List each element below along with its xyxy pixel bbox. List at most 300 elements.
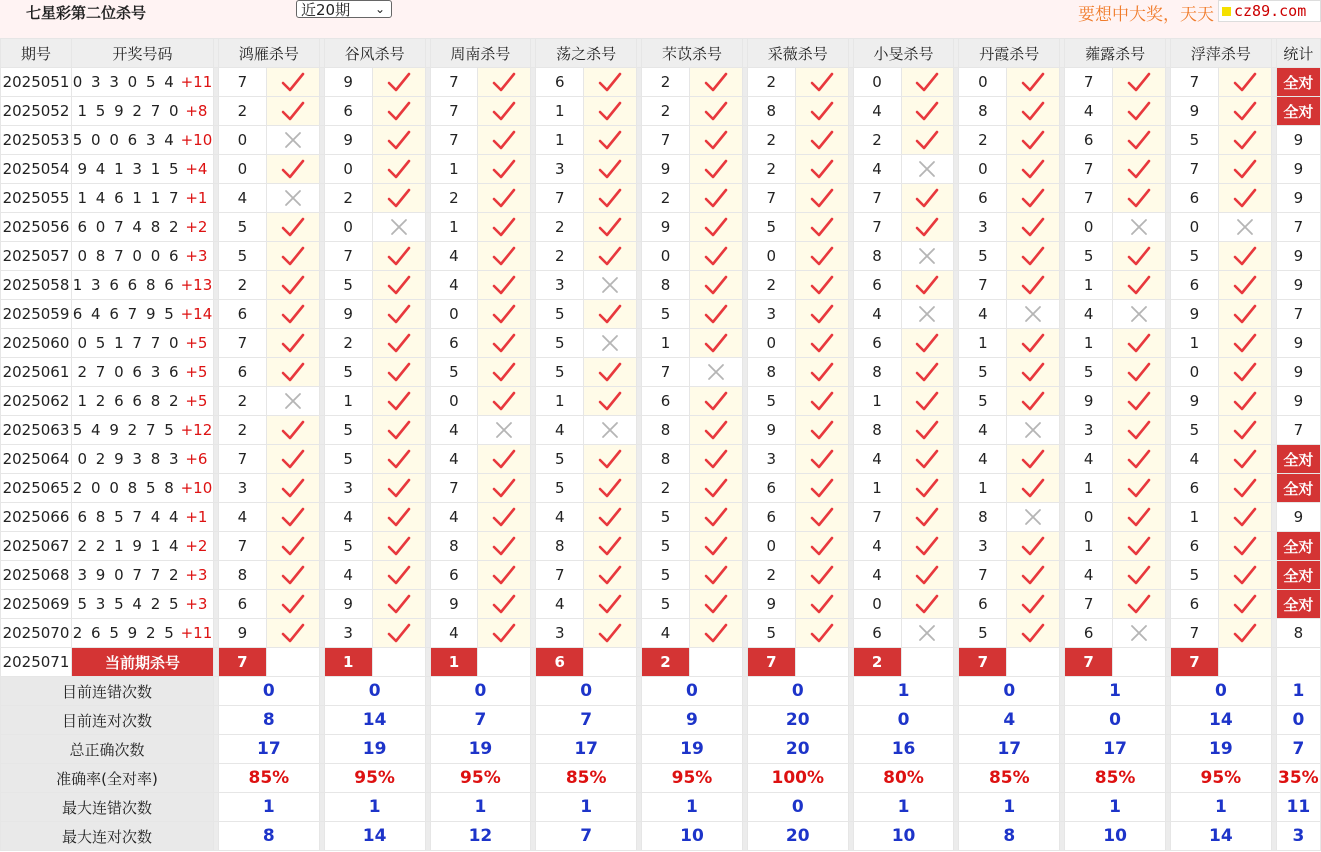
summary-value: 8 [959, 822, 1060, 851]
kill-pick-number: 6 [430, 561, 478, 590]
kill-pick-number: 1 [1065, 474, 1113, 503]
result-correct [1113, 184, 1166, 213]
kill-pick-number: 7 [430, 68, 478, 97]
kill-pick-number: 6 [324, 97, 372, 126]
result-correct [584, 155, 637, 184]
current-result-placeholder [689, 648, 742, 677]
result-correct [795, 590, 848, 619]
result-correct [584, 68, 637, 97]
summary-value: 14 [324, 822, 425, 851]
kill-pick-number: 7 [1065, 68, 1113, 97]
draw-digits: 6 4 6 7 9 5 [72, 305, 176, 323]
cross-icon [280, 187, 306, 209]
kill-pick-number: 5 [324, 358, 372, 387]
summary-value: 100% [747, 764, 848, 793]
row-stat: 9 [1276, 271, 1320, 300]
check-icon [809, 622, 835, 644]
row-period: 2025067 [1, 532, 72, 561]
result-correct [901, 97, 954, 126]
kill-pick-number: 0 [853, 68, 901, 97]
kill-pick-number: 5 [747, 619, 795, 648]
result-correct [1218, 300, 1271, 329]
check-icon [914, 216, 940, 238]
kill-pick-number: 3 [747, 300, 795, 329]
result-correct [901, 329, 954, 358]
summary-value: 10 [642, 822, 743, 851]
result-correct [1007, 126, 1060, 155]
header-expert: 小旻杀号 [853, 39, 954, 68]
draw-digits: 6 0 7 4 8 2 [77, 218, 181, 236]
summary-value: 1 [1065, 793, 1166, 822]
row-stat: 7 [1276, 213, 1320, 242]
result-correct [1218, 590, 1271, 619]
summary-value: 0 [1065, 706, 1166, 735]
row-draw-number [71, 97, 213, 126]
result-correct [901, 184, 954, 213]
row-period: 2025057 [1, 242, 72, 271]
result-wrong [584, 329, 637, 358]
check-icon [491, 129, 517, 151]
kill-pick-number: 7 [1170, 155, 1218, 184]
header-expert: 丹霞杀号 [959, 39, 1060, 68]
result-correct [901, 561, 954, 590]
row-draw-number [71, 68, 213, 97]
draw-digits: 2 2 1 9 1 4 [77, 537, 181, 555]
result-correct [1113, 358, 1166, 387]
result-correct [689, 329, 742, 358]
kill-pick-number: 6 [1170, 474, 1218, 503]
check-icon [1232, 245, 1258, 267]
summary-value: 1 [324, 793, 425, 822]
kill-pick-number: 5 [1170, 242, 1218, 271]
check-icon [1126, 448, 1152, 470]
draw-digits: 1 3 6 6 8 6 [72, 276, 176, 294]
kill-pick-number: 8 [747, 358, 795, 387]
current-result-placeholder [1218, 648, 1271, 677]
cross-icon [597, 332, 623, 354]
result-correct [1113, 271, 1166, 300]
kill-pick-number: 3 [1065, 416, 1113, 445]
current-kill-number: 1 [324, 648, 372, 677]
result-correct [266, 416, 319, 445]
kill-pick-number: 2 [642, 474, 690, 503]
kill-pick-number: 5 [1170, 561, 1218, 590]
check-icon [809, 535, 835, 557]
summary-value: 7 [430, 706, 531, 735]
result-correct [266, 619, 319, 648]
result-correct [1113, 97, 1166, 126]
check-icon [703, 506, 729, 528]
row-draw-number [71, 213, 213, 242]
page-title: 七星彩第二位杀号 [26, 4, 147, 22]
table-row [1, 590, 1321, 619]
summary-value: 0 [430, 677, 531, 706]
result-correct [901, 532, 954, 561]
result-correct [478, 387, 531, 416]
draw-digits: 2 0 0 8 5 8 [72, 479, 176, 497]
summary-value: 7 [536, 706, 637, 735]
result-correct [478, 358, 531, 387]
check-icon [914, 274, 940, 296]
check-icon [1020, 332, 1046, 354]
summary-value: 10 [1065, 822, 1166, 851]
result-correct [584, 242, 637, 271]
summary-value: 85% [218, 764, 319, 793]
row-draw-number [71, 271, 213, 300]
check-icon [386, 535, 412, 557]
result-correct [795, 561, 848, 590]
check-icon [491, 158, 517, 180]
kill-pick-number: 4 [536, 416, 584, 445]
check-icon [491, 477, 517, 499]
result-correct [795, 68, 848, 97]
kill-pick-number: 5 [642, 503, 690, 532]
kill-pick-number: 2 [324, 184, 372, 213]
kill-pick-number: 3 [218, 474, 266, 503]
table-row [1, 416, 1321, 445]
check-icon [1126, 332, 1152, 354]
kill-pick-number: 9 [1065, 387, 1113, 416]
check-icon [491, 564, 517, 586]
summary-value: 14 [1170, 706, 1271, 735]
kill-pick-number: 7 [1065, 184, 1113, 213]
kill-pick-number: 1 [536, 387, 584, 416]
kill-pick-number: 7 [218, 445, 266, 474]
result-correct [478, 445, 531, 474]
draw-digits: 1 4 6 1 1 7 [77, 189, 181, 207]
result-correct [1218, 474, 1271, 503]
cross-icon [703, 361, 729, 383]
check-icon [386, 448, 412, 470]
result-correct [689, 300, 742, 329]
current-kill-number: 7 [959, 648, 1007, 677]
summary-value: 14 [1170, 822, 1271, 851]
kill-pick-number: 0 [959, 68, 1007, 97]
check-icon [1232, 332, 1258, 354]
check-icon [703, 419, 729, 441]
table-row [1, 619, 1321, 648]
row-stat: 9 [1276, 358, 1320, 387]
kill-pick-number: 1 [536, 97, 584, 126]
table-row [1, 126, 1321, 155]
summary-value: 19 [324, 735, 425, 764]
result-correct [1113, 329, 1166, 358]
header-draw: 开奖号码 [71, 39, 213, 68]
result-correct [266, 532, 319, 561]
current-kill-number: 2 [853, 648, 901, 677]
check-icon [1126, 593, 1152, 615]
result-correct [1007, 68, 1060, 97]
kill-pick-number: 4 [853, 561, 901, 590]
summary-value: 80% [853, 764, 954, 793]
result-correct [689, 590, 742, 619]
row-draw-number [71, 184, 213, 213]
result-correct [266, 213, 319, 242]
result-correct [584, 184, 637, 213]
kill-pick-number: 1 [430, 213, 478, 242]
kill-pick-number: 6 [853, 329, 901, 358]
result-correct [1113, 387, 1166, 416]
check-icon [1232, 274, 1258, 296]
check-icon [280, 332, 306, 354]
kill-pick-number: 0 [642, 242, 690, 271]
kill-pick-number: 9 [324, 68, 372, 97]
kill-pick-number: 5 [536, 474, 584, 503]
result-correct [584, 97, 637, 126]
kill-pick-number: 4 [1170, 445, 1218, 474]
summary-value: 1 [536, 793, 637, 822]
current-result-placeholder [901, 648, 954, 677]
row-stat: 全对 [1276, 590, 1320, 619]
table-row [1, 68, 1321, 97]
check-icon [703, 274, 729, 296]
kill-pick-number: 6 [747, 503, 795, 532]
summary-row [1, 706, 1321, 735]
kill-pick-number: 5 [536, 300, 584, 329]
result-correct [901, 474, 954, 503]
kill-pick-number: 1 [1065, 532, 1113, 561]
result-correct [1007, 619, 1060, 648]
row-period: 2025055 [1, 184, 72, 213]
row-draw-number [71, 155, 213, 184]
result-correct [1218, 184, 1271, 213]
result-wrong [266, 184, 319, 213]
kill-pick-number: 4 [853, 532, 901, 561]
kill-pick-number: 1 [642, 329, 690, 358]
summary-row [1, 735, 1321, 764]
kill-pick-number: 2 [430, 184, 478, 213]
check-icon [1232, 71, 1258, 93]
check-icon [491, 390, 517, 412]
summary-value: 19 [430, 735, 531, 764]
kill-pick-number: 0 [218, 155, 266, 184]
check-icon [809, 477, 835, 499]
result-correct [795, 619, 848, 648]
site-logo[interactable] [1218, 0, 1321, 22]
kill-pick-number: 3 [324, 619, 372, 648]
kill-pick-number: 1 [430, 155, 478, 184]
kill-pick-number: 4 [430, 271, 478, 300]
kill-pick-number: 4 [642, 619, 690, 648]
kill-pick-number: 4 [536, 590, 584, 619]
check-icon [386, 477, 412, 499]
current-result-placeholder [1113, 648, 1166, 677]
summary-value: 0 [1170, 677, 1271, 706]
current-kill-number: 7 [218, 648, 266, 677]
row-period: 2025063 [1, 416, 72, 445]
row-period: 2025066 [1, 503, 72, 532]
kill-pick-number: 5 [747, 213, 795, 242]
row-period: 2025068 [1, 561, 72, 590]
row-period: 2025064 [1, 445, 72, 474]
kill-pick-number: 3 [536, 271, 584, 300]
result-correct [795, 184, 848, 213]
check-icon [1020, 593, 1046, 615]
current-kill-number: 7 [747, 648, 795, 677]
kill-pick-number: 0 [1065, 213, 1113, 242]
row-period: 2025054 [1, 155, 72, 184]
kill-pick-number: 0 [853, 590, 901, 619]
check-icon [703, 477, 729, 499]
result-wrong [372, 213, 425, 242]
summary-row [1, 793, 1321, 822]
summary-row [1, 677, 1321, 706]
check-icon [597, 506, 623, 528]
draw-bonus: +1 [180, 189, 208, 207]
summary-value: 1 [1065, 677, 1166, 706]
result-correct [478, 184, 531, 213]
check-icon [386, 506, 412, 528]
summary-value: 0 [747, 677, 848, 706]
promo-marquee[interactable]: 要想中大奖，天天 [1078, 5, 1214, 25]
check-icon [1126, 71, 1152, 93]
result-correct [1007, 532, 1060, 561]
draw-digits: 1 5 9 2 7 0 [77, 102, 181, 120]
result-wrong [1218, 213, 1271, 242]
check-icon [1126, 390, 1152, 412]
kill-pick-number: 5 [536, 358, 584, 387]
check-icon [1126, 245, 1152, 267]
kill-pick-number: 0 [747, 532, 795, 561]
result-correct [584, 619, 637, 648]
result-correct [1218, 445, 1271, 474]
draw-bonus: +3 [180, 566, 208, 584]
kill-pick-number: 1 [1170, 503, 1218, 532]
summary-value: 1 [642, 793, 743, 822]
summary-value: 17 [1065, 735, 1166, 764]
check-icon [280, 216, 306, 238]
result-correct [372, 271, 425, 300]
result-correct [901, 213, 954, 242]
kill-pick-number: 8 [853, 242, 901, 271]
check-icon [597, 100, 623, 122]
check-icon [597, 564, 623, 586]
check-icon [809, 419, 835, 441]
summary-label: 最大连错次数 [1, 793, 214, 822]
current-result-placeholder [795, 648, 848, 677]
check-icon [1020, 477, 1046, 499]
summary-value: 12 [430, 822, 531, 851]
cross-icon [1232, 216, 1258, 238]
result-correct [1113, 68, 1166, 97]
kill-pick-number: 1 [324, 387, 372, 416]
check-icon [491, 332, 517, 354]
kill-pick-number: 7 [536, 561, 584, 590]
kill-pick-number: 7 [747, 184, 795, 213]
kill-pick-number: 8 [642, 271, 690, 300]
row-stat: 9 [1276, 329, 1320, 358]
summary-value: 19 [1170, 735, 1271, 764]
kill-pick-number: 2 [536, 213, 584, 242]
check-icon [1232, 419, 1258, 441]
kill-pick-number: 3 [324, 474, 372, 503]
summary-value: 95% [324, 764, 425, 793]
kill-pick-number: 6 [218, 590, 266, 619]
kill-pick-number: 5 [642, 532, 690, 561]
kill-pick-number: 0 [1065, 503, 1113, 532]
summary-value: 0 [747, 793, 848, 822]
result-correct [266, 300, 319, 329]
result-correct [795, 213, 848, 242]
result-correct [689, 271, 742, 300]
row-period: 2025053 [1, 126, 72, 155]
kill-pick-number: 2 [642, 68, 690, 97]
kill-pick-number: 7 [642, 358, 690, 387]
result-correct [689, 474, 742, 503]
check-icon [280, 100, 306, 122]
kill-pick-number: 6 [1170, 271, 1218, 300]
result-correct [1113, 126, 1166, 155]
kill-pick-number: 7 [959, 271, 1007, 300]
table-row [1, 474, 1321, 503]
kill-pick-number: 0 [218, 126, 266, 155]
cross-icon [491, 419, 517, 441]
check-icon [1126, 564, 1152, 586]
result-correct [1007, 155, 1060, 184]
row-period: 2025058 [1, 271, 72, 300]
draw-digits: 5 3 5 4 2 5 [77, 595, 181, 613]
kill-pick-number: 1 [853, 387, 901, 416]
check-icon [386, 390, 412, 412]
row-draw-number [71, 532, 213, 561]
check-icon [703, 245, 729, 267]
summary-value: 0 [853, 706, 954, 735]
result-correct [266, 97, 319, 126]
kill-pick-number: 8 [853, 416, 901, 445]
kill-pick-number: 9 [430, 590, 478, 619]
draw-digits: 2 7 0 6 3 6 [77, 363, 181, 381]
current-result-placeholder [266, 648, 319, 677]
row-stat: 7 [1276, 300, 1320, 329]
result-correct [795, 387, 848, 416]
kill-pick-number: 5 [324, 271, 372, 300]
kill-pick-number: 5 [1170, 416, 1218, 445]
current-kill-number: 1 [430, 648, 478, 677]
period-range-select[interactable] [296, 0, 392, 18]
check-icon [1020, 187, 1046, 209]
result-correct [1218, 532, 1271, 561]
kill-pick-number: 5 [430, 358, 478, 387]
result-wrong [689, 358, 742, 387]
draw-bonus: +5 [180, 363, 208, 381]
summary-value: 7 [536, 822, 637, 851]
draw-bonus: +10 [175, 131, 213, 149]
check-icon [1020, 390, 1046, 412]
result-correct [1113, 445, 1166, 474]
check-icon [386, 419, 412, 441]
check-icon [280, 419, 306, 441]
kill-pick-number: 1 [959, 329, 1007, 358]
row-stat: 8 [1276, 619, 1320, 648]
result-correct [372, 97, 425, 126]
result-correct [372, 474, 425, 503]
check-icon [914, 100, 940, 122]
summary-value: 19 [642, 735, 743, 764]
check-icon [703, 100, 729, 122]
draw-digits: 0 3 3 0 5 4 [72, 73, 176, 91]
result-correct [1113, 416, 1166, 445]
check-icon [597, 390, 623, 412]
check-icon [386, 622, 412, 644]
kill-pick-number: 4 [430, 619, 478, 648]
kill-pick-number: 7 [430, 126, 478, 155]
check-icon [386, 303, 412, 325]
kill-pick-number: 0 [1170, 358, 1218, 387]
check-icon [491, 448, 517, 470]
kill-pick-number: 4 [1065, 561, 1113, 590]
result-correct [689, 532, 742, 561]
draw-digits: 1 2 6 6 8 2 [77, 392, 181, 410]
